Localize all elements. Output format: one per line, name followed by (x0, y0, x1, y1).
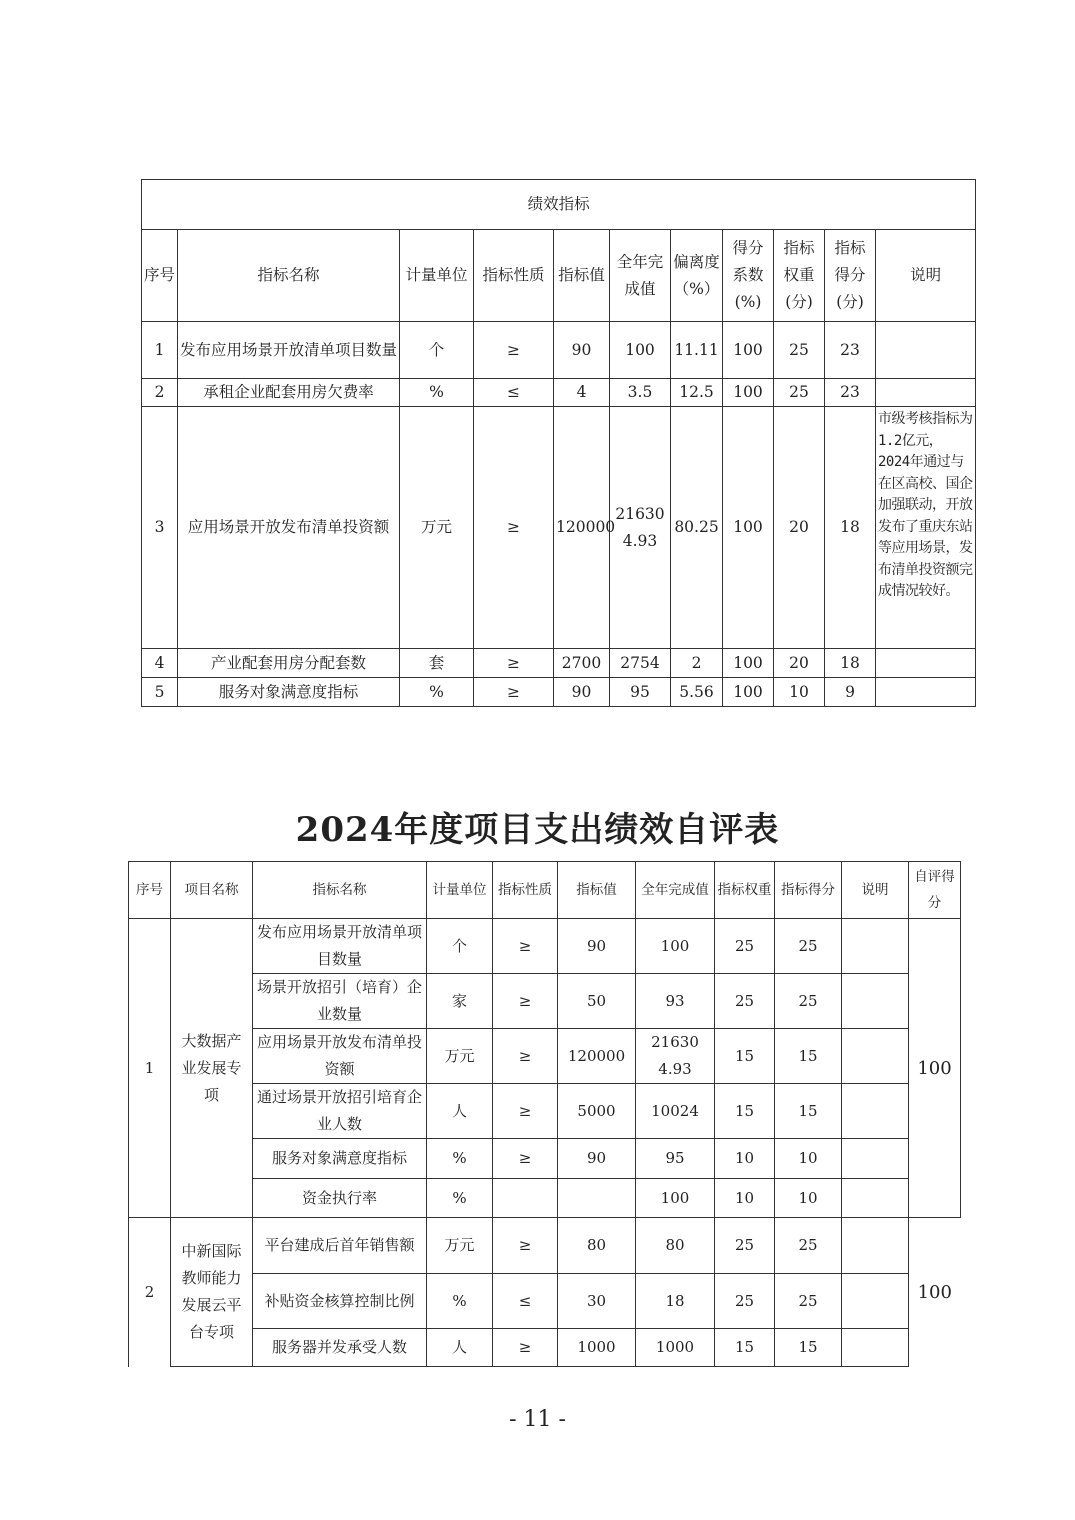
indicator-name: 服务对象满意度指标 (178, 678, 400, 707)
column-header: 得分系数(%) (723, 230, 774, 322)
score: 25 (775, 1274, 842, 1329)
column-header: 指标性质 (474, 230, 554, 322)
row-no: 1 (142, 322, 178, 379)
weight: 25 (715, 919, 775, 974)
target-value: 4 (554, 379, 610, 407)
target-value: 5000 (558, 1084, 636, 1139)
nature: ≥ (493, 1329, 558, 1367)
indicator-name: 应用场景开放发布清单投资额 (178, 407, 400, 649)
score: 23 (825, 379, 876, 407)
weight: 15 (715, 1029, 775, 1084)
note (842, 919, 909, 974)
column-header: 指标性质 (493, 862, 558, 919)
actual-value: 1000 (636, 1329, 715, 1367)
table-row (142, 379, 976, 407)
row-no: 2 (142, 379, 178, 407)
column-header: 自评得分 (909, 862, 961, 919)
unit: 人 (427, 1329, 493, 1367)
nature: ≥ (474, 678, 554, 707)
score: 10 (775, 1139, 842, 1179)
page-number: - 11 - (509, 1407, 566, 1432)
indicator-name: 服务器并发承受人数 (253, 1329, 427, 1367)
table-row (129, 1329, 961, 1367)
column-header: 说明 (842, 862, 909, 919)
unit: 家 (427, 974, 493, 1029)
indicator-name: 场景开放招引（培育）企业数量 (253, 974, 427, 1029)
score: 18 (825, 407, 876, 649)
table-row (142, 407, 976, 649)
table-row (129, 1179, 961, 1218)
unit: 个 (427, 919, 493, 974)
unit: 个 (400, 322, 474, 379)
table-header-row (129, 862, 961, 919)
weight: 10 (774, 678, 825, 707)
column-header: 指标值 (554, 230, 610, 322)
weight: 15 (715, 1084, 775, 1139)
actual-value: 80 (636, 1218, 715, 1274)
self-score: 100 (909, 1218, 961, 1367)
project-no: 1 (129, 919, 171, 1218)
nature: ≥ (493, 919, 558, 974)
indicator-name: 应用场景开放发布清单投资额 (253, 1029, 427, 1084)
nature: ≥ (474, 322, 554, 379)
actual-value: 95 (610, 678, 671, 707)
nature: ≥ (474, 649, 554, 678)
column-header: 指标名称 (253, 862, 427, 919)
actual-value: 216304.93 (610, 407, 671, 649)
actual-value: 216304.93 (636, 1029, 715, 1084)
actual-value: 2754 (610, 649, 671, 678)
indicator-name: 发布应用场景开放清单项目数量 (253, 919, 427, 974)
actual-value: 100 (610, 322, 671, 379)
indicator-name: 服务对象满意度指标 (253, 1139, 427, 1179)
table-row (129, 1218, 961, 1274)
column-header: 计量单位 (427, 862, 493, 919)
actual-value: 100 (636, 1179, 715, 1218)
note (842, 1274, 909, 1329)
score: 15 (775, 1329, 842, 1367)
note (842, 1218, 909, 1274)
score: 10 (775, 1179, 842, 1218)
nature: ≤ (493, 1274, 558, 1329)
score: 15 (775, 1029, 842, 1084)
target-value: 80 (558, 1218, 636, 1274)
score: 25 (775, 1218, 842, 1274)
unit: % (427, 1274, 493, 1329)
document-title: 2024年度项目支出绩效自评表 (295, 810, 780, 850)
unit: % (427, 1139, 493, 1179)
weight: 15 (715, 1329, 775, 1367)
unit: 万元 (427, 1218, 493, 1274)
target-value (558, 1179, 636, 1218)
column-header: 全年完成值 (610, 230, 671, 322)
table-row (142, 322, 976, 379)
project-no: 2 (129, 1218, 171, 1367)
note (842, 1329, 909, 1367)
table-row (129, 1139, 961, 1179)
deviation: 2 (671, 649, 723, 678)
actual-value: 93 (636, 974, 715, 1029)
target-value: 2700 (554, 649, 610, 678)
column-header: 偏离度（%） (671, 230, 723, 322)
weight: 10 (715, 1179, 775, 1218)
row-no: 3 (142, 407, 178, 649)
nature: ≥ (493, 1139, 558, 1179)
column-header: 指标得分 (775, 862, 842, 919)
weight: 20 (774, 407, 825, 649)
target-value: 120000 (558, 1029, 636, 1084)
note (842, 974, 909, 1029)
actual-value: 10024 (636, 1084, 715, 1139)
row-no: 4 (142, 649, 178, 678)
score: 18 (825, 649, 876, 678)
note (842, 1029, 909, 1084)
nature: ≥ (493, 1218, 558, 1274)
unit: 万元 (400, 407, 474, 649)
weight: 20 (774, 649, 825, 678)
table-row (129, 1274, 961, 1329)
score: 15 (775, 1084, 842, 1139)
row-no: 5 (142, 678, 178, 707)
table-title: 绩效指标 (142, 180, 976, 230)
deviation: 12.5 (671, 379, 723, 407)
actual-value: 100 (636, 919, 715, 974)
project-self-evaluation-table (128, 861, 961, 1367)
deviation: 11.11 (671, 322, 723, 379)
performance-indicator-table (141, 179, 976, 707)
note (876, 322, 976, 379)
table-row (129, 974, 961, 1029)
nature: ≥ (493, 974, 558, 1029)
weight: 25 (715, 1274, 775, 1329)
table-row (129, 1029, 961, 1084)
target-value: 50 (558, 974, 636, 1029)
unit: % (400, 379, 474, 407)
score-coefficient: 100 (723, 379, 774, 407)
actual-value: 3.5 (610, 379, 671, 407)
weight: 25 (715, 1218, 775, 1274)
nature: ≥ (493, 1084, 558, 1139)
score-coefficient: 100 (723, 407, 774, 649)
actual-value: 18 (636, 1274, 715, 1329)
weight: 25 (715, 974, 775, 1029)
score: 9 (825, 678, 876, 707)
target-value: 120000 (554, 407, 610, 649)
note (876, 678, 976, 707)
target-value: 90 (558, 1139, 636, 1179)
score: 25 (775, 974, 842, 1029)
column-header: 指标名称 (178, 230, 400, 322)
weight: 10 (715, 1139, 775, 1179)
unit: 万元 (427, 1029, 493, 1084)
target-value: 30 (558, 1274, 636, 1329)
column-header: 指标权重(分) (774, 230, 825, 322)
table-row (129, 1084, 961, 1139)
note (876, 379, 976, 407)
unit: % (400, 678, 474, 707)
score: 25 (775, 919, 842, 974)
nature: ≤ (474, 379, 554, 407)
column-header: 序号 (142, 230, 178, 322)
note: 市级考核指标为1.2亿元，2024年通过与在区高校、国企加强联动，开放发布了重庆东站等应用场景，发布清单投资额完成情况较好。 (876, 407, 976, 649)
target-value: 90 (554, 678, 610, 707)
table-row (142, 678, 976, 707)
score-coefficient: 100 (723, 322, 774, 379)
deviation: 80.25 (671, 407, 723, 649)
column-header: 项目名称 (171, 862, 253, 919)
score-coefficient: 100 (723, 649, 774, 678)
target-value: 90 (554, 322, 610, 379)
column-header: 计量单位 (400, 230, 474, 322)
column-header: 指标权重 (715, 862, 775, 919)
score: 23 (825, 322, 876, 379)
indicator-name: 产业配套用房分配套数 (178, 649, 400, 678)
column-header: 指标值 (558, 862, 636, 919)
deviation: 5.56 (671, 678, 723, 707)
indicator-name: 通过场景开放招引培育企业人数 (253, 1084, 427, 1139)
nature: ≥ (493, 1029, 558, 1084)
indicator-name: 补贴资金核算控制比例 (253, 1274, 427, 1329)
indicator-name: 发布应用场景开放清单项目数量 (178, 322, 400, 379)
score-coefficient: 100 (723, 678, 774, 707)
column-header: 序号 (129, 862, 171, 919)
column-header: 指标得分(分) (825, 230, 876, 322)
target-value: 1000 (558, 1329, 636, 1367)
weight: 25 (774, 379, 825, 407)
unit: 人 (427, 1084, 493, 1139)
nature: ≥ (474, 407, 554, 649)
note (842, 1084, 909, 1139)
indicator-name: 资金执行率 (253, 1179, 427, 1218)
column-header: 说明 (876, 230, 976, 322)
note (842, 1179, 909, 1218)
self-score: 100 (909, 919, 961, 1218)
unit: 套 (400, 649, 474, 678)
table-header-row (142, 230, 976, 322)
table-row (129, 919, 961, 974)
table-row (142, 649, 976, 678)
actual-value: 95 (636, 1139, 715, 1179)
indicator-name: 承租企业配套用房欠费率 (178, 379, 400, 407)
weight: 25 (774, 322, 825, 379)
project-name: 中新国际教师能力发展云平台专项 (171, 1218, 253, 1367)
note (876, 649, 976, 678)
note (842, 1139, 909, 1179)
nature (493, 1179, 558, 1218)
target-value: 90 (558, 919, 636, 974)
column-header: 全年完成值 (636, 862, 715, 919)
project-name: 大数据产业发展专项 (171, 919, 253, 1218)
unit: % (427, 1179, 493, 1218)
indicator-name: 平台建成后首年销售额 (253, 1218, 427, 1274)
